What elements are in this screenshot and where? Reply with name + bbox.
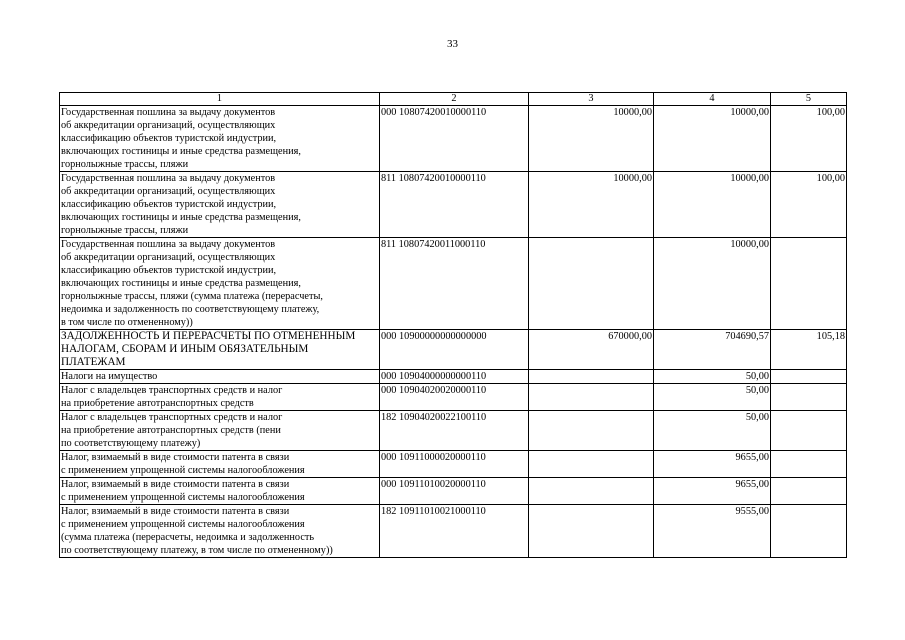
row-plan — [529, 384, 654, 411]
row-percent: 100,00 — [771, 172, 847, 238]
row-plan: 10000,00 — [529, 106, 654, 172]
table-row — [60, 106, 847, 172]
table-row-section — [60, 330, 847, 370]
row-code: 000 10900000000000000 — [380, 330, 529, 370]
table-row — [60, 411, 847, 451]
row-name: Налог, взимаемый в виде стоимости патента в связи с применением упрощенной системы налогообложения (сумма платежа (перерасчеты, недоимка и задолженность по соответствующему платежу, в том числе по отмененному)) — [60, 505, 380, 558]
row-code: 811 10807420010000110 — [380, 172, 529, 238]
row-percent: 100,00 — [771, 106, 847, 172]
row-fact: 50,00 — [654, 384, 771, 411]
row-code: 182 10911010021000110 — [380, 505, 529, 558]
row-fact: 9555,00 — [654, 505, 771, 558]
row-code: 000 10807420010000110 — [380, 106, 529, 172]
page-number: 33 — [447, 38, 458, 50]
table-row — [60, 478, 847, 505]
row-percent — [771, 505, 847, 558]
column-header: 1 — [60, 93, 380, 106]
table-row — [60, 172, 847, 238]
row-plan — [529, 370, 654, 384]
column-header: 3 — [529, 93, 654, 106]
row-percent — [771, 478, 847, 505]
row-percent — [771, 370, 847, 384]
column-header: 4 — [654, 93, 771, 106]
row-plan — [529, 451, 654, 478]
row-code: 811 10807420011000110 — [380, 238, 529, 330]
row-fact: 9655,00 — [654, 478, 771, 505]
row-percent: 105,18 — [771, 330, 847, 370]
row-percent — [771, 411, 847, 451]
row-fact: 10000,00 — [654, 106, 771, 172]
row-percent — [771, 238, 847, 330]
row-fact: 10000,00 — [654, 238, 771, 330]
row-name: ЗАДОЛЖЕННОСТЬ И ПЕРЕРАСЧЕТЫ ПО ОТМЕНЕННЫМ НАЛОГАМ, СБОРАМ И ИНЫМ ОБЯЗАТЕЛЬНЫМ ПЛАТЕЖАМ — [60, 330, 380, 370]
row-name: Налог с владельцев транспортных средств и налог на приобретение автотранспортных средств (пени по соответствующему платежу) — [60, 411, 380, 451]
row-code: 000 10911010020000110 — [380, 478, 529, 505]
table-row — [60, 384, 847, 411]
row-name: Государственная пошлина за выдачу документов об аккредитации организаций, осуществляющих классификацию объектов туристской индустрии, включающих гостиницы и иные средства размещения, горнолыжные трассы, пляжи — [60, 106, 380, 172]
revenue-table — [59, 92, 847, 558]
row-code: 000 10911000020000110 — [380, 451, 529, 478]
row-fact: 50,00 — [654, 370, 771, 384]
row-fact: 9655,00 — [654, 451, 771, 478]
column-header: 5 — [771, 93, 847, 106]
table-row — [60, 451, 847, 478]
row-plan: 670000,00 — [529, 330, 654, 370]
row-code: 000 10904020020000110 — [380, 384, 529, 411]
row-name: Налоги на имущество — [60, 370, 380, 384]
table-row — [60, 238, 847, 330]
row-percent — [771, 384, 847, 411]
row-code: 000 10904000000000110 — [380, 370, 529, 384]
table-row — [60, 505, 847, 558]
header-row — [60, 93, 847, 106]
row-name: Налог, взимаемый в виде стоимости патента в связи с применением упрощенной системы налогообложения — [60, 478, 380, 505]
row-fact: 50,00 — [654, 411, 771, 451]
row-plan — [529, 238, 654, 330]
row-fact: 10000,00 — [654, 172, 771, 238]
row-code: 182 10904020022100110 — [380, 411, 529, 451]
row-name: Государственная пошлина за выдачу документов об аккредитации организаций, осуществляющих классификацию объектов туристской индустрии, включающих гостиницы и иные средства размещения, горнолыжные трассы, пляжи (сумма платежа (перерасчеты, недоимка и задолженность по соответствующему платежу, в том числе по отмененному)) — [60, 238, 380, 330]
table-row — [60, 370, 847, 384]
row-plan — [529, 505, 654, 558]
column-header: 2 — [380, 93, 529, 106]
row-fact: 704690,57 — [654, 330, 771, 370]
row-plan — [529, 478, 654, 505]
row-name: Государственная пошлина за выдачу документов об аккредитации организаций, осуществляющих классификацию объектов туристской индустрии, включающих гостиницы и иные средства размещения, горнолыжные трассы, пляжи — [60, 172, 380, 238]
row-percent — [771, 451, 847, 478]
row-name: Налог с владельцев транспортных средств и налог на приобретение автотранспортных средств — [60, 384, 380, 411]
row-name: Налог, взимаемый в виде стоимости патента в связи с применением упрощенной системы налогообложения — [60, 451, 380, 478]
row-plan — [529, 411, 654, 451]
row-plan: 10000,00 — [529, 172, 654, 238]
